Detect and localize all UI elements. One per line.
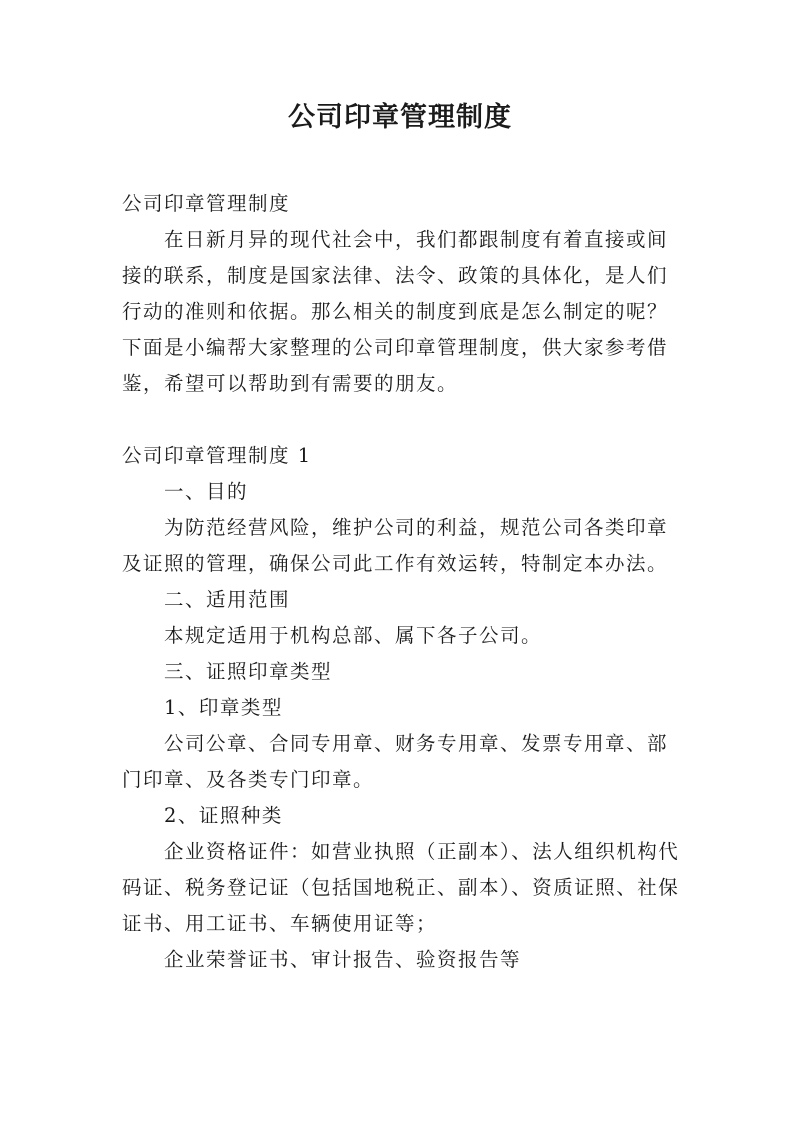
sub2-paragraph-2: 企业荣誉证书、审计报告、验资报告等 bbox=[164, 948, 522, 971]
sub1-heading: 1、印章类型 bbox=[164, 696, 283, 719]
part2-heading: 二、适用范围 bbox=[164, 588, 291, 611]
sub2-heading: 2、证照种类 bbox=[164, 804, 283, 827]
sub1-paragraph: 公司公章、合同专用章、财务专用章、发票专用章、部门印章、及各类专门印章。 bbox=[122, 732, 669, 791]
section-heading: 公司印章管理制度 1 bbox=[122, 444, 312, 467]
part1-heading: 一、目的 bbox=[164, 480, 249, 503]
document-title: 公司印章管理制度 bbox=[288, 102, 512, 133]
part1-paragraph: 为防范经营风险，维护公司的利益，规范公司各类印章及证照的管理，确保公司此工作有效运转，特制定本办法。 bbox=[122, 516, 669, 575]
paragraph-spacer bbox=[122, 402, 688, 438]
intro-heading: 公司印章管理制度 bbox=[122, 192, 291, 215]
part3-heading: 三、证照印章类型 bbox=[164, 660, 333, 683]
part2-paragraph: 本规定适用于机构总部、属下各子公司。 bbox=[164, 624, 543, 647]
intro-paragraph: 在日新月异的现代社会中，我们都跟制度有着直接或间接的联系，制度是国家法律、法令、政策的具体化，是人们行动的准则和依据。那么相关的制度到底是怎么制定的呢？下面是小编帮大家整理的公司印章管理制度，供大家参考借鉴，希望可以帮助到有需要的朋友。 bbox=[122, 228, 669, 395]
document-body bbox=[122, 186, 688, 978]
sub2-paragraph: 企业资格证件：如营业执照（正副本）、法人组织机构代码证、税务登记证（包括国地税正、副本）、资质证照、社保证书、用工证书、车辆使用证等； bbox=[122, 840, 680, 935]
